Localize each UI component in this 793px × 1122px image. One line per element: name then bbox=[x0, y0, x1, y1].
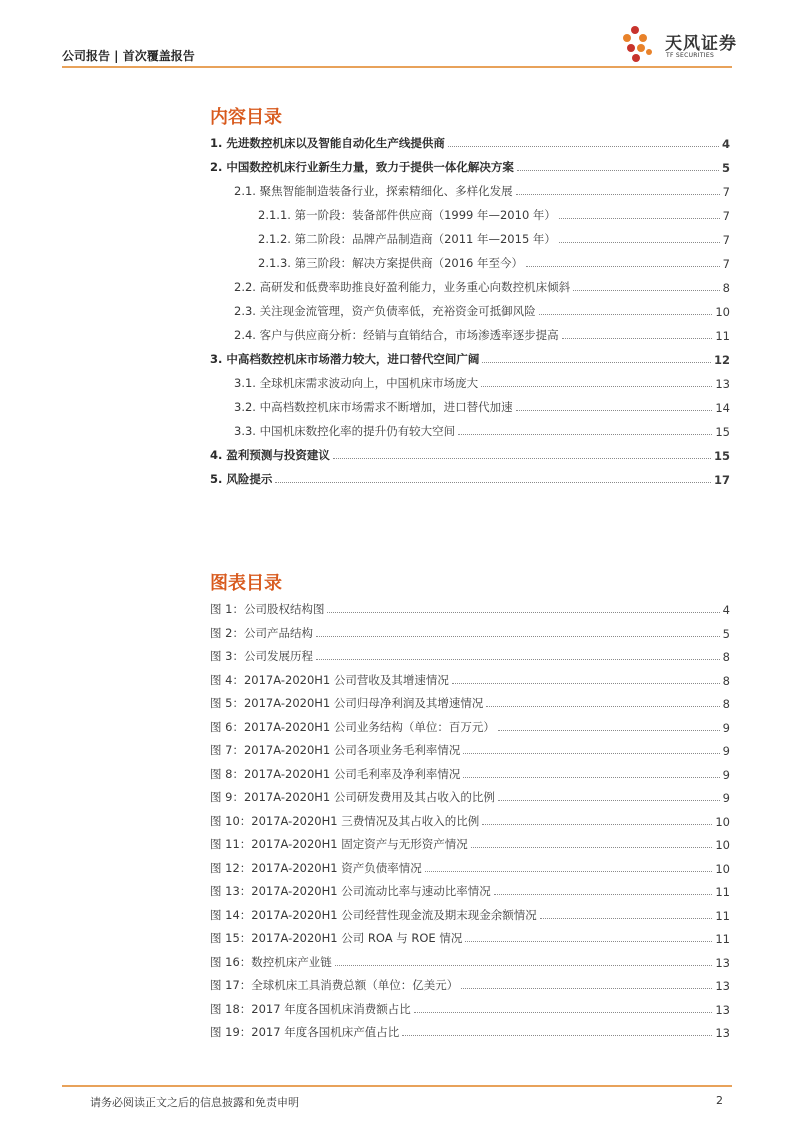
dot-leader bbox=[452, 682, 720, 684]
dot-leader bbox=[275, 481, 711, 483]
toc-entry[interactable] bbox=[210, 445, 730, 463]
figure-entry-page: 13 bbox=[715, 955, 730, 970]
dot-leader bbox=[516, 409, 713, 411]
figure-entry-page: 9 bbox=[722, 767, 730, 782]
figure-entry[interactable] bbox=[210, 1022, 730, 1040]
toc-entry-title: 2.1.2. 第二阶段：品牌产品制造商（2011 年—2015 年） bbox=[258, 232, 556, 246]
toc-entry-title: 2.2. 高研发和低费率助推良好盈利能力，业务重心向数控机床倾斜 bbox=[234, 280, 571, 294]
figure-entry-page: 13 bbox=[715, 1026, 730, 1040]
figure-entry-title: 图 5：2017A-2020H1 公司归母净利润及其增速情况 bbox=[210, 696, 484, 710]
toc-entry[interactable] bbox=[210, 133, 730, 151]
figure-entry-title: 图 10：2017A-2020H1 三费情况及其占收入的比例 bbox=[210, 813, 480, 828]
figure-entry-title: 图 9：2017A-2020H1 公司研发费用及其占收入的比例 bbox=[210, 790, 495, 804]
dot-leader bbox=[559, 241, 720, 243]
figure-entry-page: 11 bbox=[715, 932, 730, 946]
figure-entry[interactable] bbox=[210, 599, 730, 617]
dot-leader bbox=[539, 313, 713, 315]
toc-entry-title: 3. 中高档数控机床市场潜力较大，进口替代空间广阔 bbox=[210, 352, 480, 366]
toc-entry-page: 7 bbox=[722, 257, 730, 271]
figure-entry-title: 图 4：2017A-2020H1 公司营收及其增速情况 bbox=[210, 672, 449, 687]
toc-entry[interactable] bbox=[258, 205, 730, 223]
toc-entry[interactable] bbox=[234, 397, 730, 415]
dot-leader bbox=[482, 823, 712, 825]
toc-entry[interactable] bbox=[210, 157, 730, 175]
figure-entry-page: 9 bbox=[722, 791, 730, 805]
figure-entry-page: 13 bbox=[715, 979, 730, 993]
dot-leader bbox=[402, 1034, 712, 1036]
toc-entry-title: 5. 风险提示 bbox=[210, 472, 273, 486]
dot-leader bbox=[448, 145, 719, 147]
toc-entry[interactable] bbox=[234, 325, 730, 343]
toc-entry-title: 4. 盈利预测与投资建议 bbox=[210, 448, 330, 462]
toc-entry-title: 3.2. 中高档数控机床市场需求不断增加，进口替代加速 bbox=[234, 400, 513, 414]
dot-leader bbox=[327, 611, 719, 613]
figure-entry-page: 10 bbox=[715, 838, 730, 852]
dot-leader bbox=[463, 776, 719, 778]
figure-entry-title: 图 1：公司股权结构图 bbox=[210, 602, 325, 616]
toc-entry-title: 2.1. 聚焦智能制造装备行业，探索精细化、多样化发展 bbox=[234, 184, 513, 198]
figure-entry-page: 9 bbox=[722, 720, 730, 735]
dot-leader bbox=[463, 752, 719, 754]
figure-entry[interactable] bbox=[210, 717, 730, 735]
toc-entry-page: 13 bbox=[715, 377, 730, 391]
brand-name: 天风证券 bbox=[665, 34, 737, 54]
figure-entry-page: 11 bbox=[715, 885, 730, 899]
footer-rule bbox=[62, 1085, 732, 1087]
figure-entry-title: 图 19：2017 年度各国机床产值占比 bbox=[210, 1025, 400, 1039]
toc-entry-page: 12 bbox=[713, 353, 730, 367]
toc-entry[interactable] bbox=[258, 253, 730, 271]
figure-entry-title: 图 13：2017A-2020H1 公司流动比率与速动比率情况 bbox=[210, 884, 491, 898]
toc-entry-page: 15 bbox=[715, 425, 730, 439]
brand-name-en: TF SECURITIES bbox=[666, 52, 715, 59]
figure-entry[interactable] bbox=[210, 975, 730, 993]
figure-entry[interactable] bbox=[210, 787, 730, 805]
figure-entry-title: 图 16：数控机床产业链 bbox=[210, 954, 332, 969]
toc-entry-page: 11 bbox=[715, 329, 730, 343]
figure-entry-title: 图 18：2017 年度各国机床消费额占比 bbox=[210, 1001, 411, 1016]
figure-entry-title: 图 2：公司产品结构 bbox=[210, 625, 313, 640]
figure-entry-page: 5 bbox=[722, 626, 730, 641]
dot-leader bbox=[498, 729, 720, 731]
toc-entry-page: 17 bbox=[713, 473, 730, 487]
figure-entry[interactable] bbox=[210, 623, 730, 641]
figure-entry-title: 图 6：2017A-2020H1 公司业务结构（单位：百万元） bbox=[210, 719, 495, 734]
toc-entry[interactable] bbox=[258, 229, 730, 247]
figures-title: 图表目录 bbox=[210, 573, 282, 594]
toc-entry-title: 2. 中国数控机床行业新生力量，致力于提供一体化解决方案 bbox=[210, 160, 514, 174]
toc-entry-page: 5 bbox=[721, 161, 730, 175]
figure-entry[interactable] bbox=[210, 693, 730, 711]
figure-entry-title: 图 11：2017A-2020H1 固定资产与无形资产情况 bbox=[210, 837, 468, 851]
dot-leader bbox=[425, 870, 713, 872]
dot-leader bbox=[526, 265, 720, 267]
figure-entry-page: 4 bbox=[722, 603, 730, 617]
toc-entry[interactable] bbox=[234, 373, 730, 391]
figure-entry-page: 8 bbox=[722, 697, 730, 711]
toc-entry-title: 2.4. 客户与供应商分析：经销与直销结合，市场渗透率逐步提高 bbox=[234, 328, 559, 342]
toc-entry-page: 7 bbox=[722, 185, 730, 199]
toc-entry[interactable] bbox=[210, 469, 730, 487]
figure-entry-page: 9 bbox=[722, 744, 730, 758]
figure-entry-page: 10 bbox=[715, 814, 730, 829]
toc-entry-title: 3.1. 全球机床需求波动向上，中国机床市场庞大 bbox=[234, 376, 479, 390]
figure-entry[interactable] bbox=[210, 999, 730, 1017]
dot-leader bbox=[559, 217, 720, 219]
figure-entry[interactable] bbox=[210, 881, 730, 899]
figure-entry-page: 11 bbox=[715, 908, 730, 923]
dot-leader bbox=[562, 337, 713, 339]
figure-entry[interactable] bbox=[210, 928, 730, 946]
dot-leader bbox=[316, 658, 720, 660]
figure-entry[interactable] bbox=[210, 858, 730, 876]
dot-leader bbox=[335, 964, 713, 966]
dot-leader bbox=[316, 635, 720, 637]
toc-entry-page: 8 bbox=[722, 281, 730, 295]
dot-leader bbox=[482, 361, 711, 363]
figure-entry-page: 13 bbox=[715, 1002, 730, 1017]
dot-leader bbox=[414, 1011, 713, 1013]
toc-entry-page: 4 bbox=[721, 137, 730, 151]
figure-entry[interactable] bbox=[210, 834, 730, 852]
toc-entry-title: 3.3. 中国机床数控化率的提升仍有较大空间 bbox=[234, 424, 456, 438]
toc-entry-page: 7 bbox=[722, 233, 730, 247]
toc-entry[interactable] bbox=[234, 181, 730, 199]
toc-entry-title: 2.1.3. 第三阶段：解决方案提供商（2016 年至今） bbox=[258, 256, 523, 270]
figure-entry[interactable] bbox=[210, 670, 730, 688]
toc-entry-page: 14 bbox=[715, 401, 730, 415]
dot-leader bbox=[486, 705, 719, 707]
dot-leader bbox=[540, 917, 713, 919]
footer-disclaimer: 请务必阅读正文之后的信息披露和免责申明 bbox=[90, 1096, 299, 1109]
dot-leader bbox=[494, 893, 713, 895]
figure-entry[interactable] bbox=[210, 740, 730, 758]
figure-entry[interactable] bbox=[210, 764, 730, 782]
figure-entry-title: 图 15：2017A-2020H1 公司 ROA 与 ROE 情况 bbox=[210, 931, 463, 945]
toc-entry-page: 15 bbox=[713, 449, 730, 463]
toc-entry-page: 7 bbox=[722, 209, 730, 223]
figure-entry-title: 图 17：全球机床工具消费总额（单位：亿美元） bbox=[210, 978, 459, 992]
figure-entry[interactable] bbox=[210, 952, 730, 970]
toc-entry[interactable] bbox=[234, 277, 730, 295]
dot-leader bbox=[498, 799, 720, 801]
header-label: 公司报告 | 首次覆盖报告 bbox=[62, 49, 195, 63]
dot-leader bbox=[481, 385, 712, 387]
dot-leader bbox=[461, 987, 712, 989]
toc-entry-title: 1. 先进数控机床以及智能自动化生产线提供商 bbox=[210, 136, 445, 150]
figure-entry[interactable] bbox=[210, 905, 730, 923]
dot-leader bbox=[333, 457, 711, 459]
figure-entry[interactable] bbox=[210, 646, 730, 664]
toc-entry[interactable] bbox=[210, 349, 730, 367]
page-number: 2 bbox=[716, 1094, 723, 1107]
figure-entry-title: 图 12：2017A-2020H1 资产负债率情况 bbox=[210, 860, 422, 875]
header-rule bbox=[62, 66, 732, 68]
figure-entry-page: 8 bbox=[722, 650, 730, 664]
dot-leader bbox=[573, 289, 720, 291]
toc-entry-title: 2.1.1. 第一阶段：装备部件供应商（1999 年—2010 年） bbox=[258, 208, 556, 222]
toc-title: 内容目录 bbox=[210, 107, 282, 128]
toc-entry[interactable] bbox=[234, 301, 730, 319]
dot-leader bbox=[465, 940, 712, 942]
figure-entry-title: 图 14：2017A-2020H1 公司经营性现金流及期末现金余额情况 bbox=[210, 907, 537, 922]
toc-entry-page: 10 bbox=[715, 305, 730, 319]
figure-entry-title: 图 3：公司发展历程 bbox=[210, 649, 313, 663]
toc-entry-title: 2.3. 关注现金流管理，资产负债率低，充裕资金可抵御风险 bbox=[234, 304, 536, 318]
dot-leader bbox=[458, 433, 712, 435]
figure-entry-title: 图 8：2017A-2020H1 公司毛利率及净利率情况 bbox=[210, 766, 461, 781]
figure-entry-page: 10 bbox=[715, 861, 730, 876]
toc-entry[interactable] bbox=[234, 421, 730, 439]
dot-leader bbox=[516, 193, 720, 195]
figure-entry-title: 图 7：2017A-2020H1 公司各项业务毛利率情况 bbox=[210, 743, 461, 757]
figure-entry-page: 8 bbox=[722, 673, 730, 688]
figure-entry[interactable] bbox=[210, 811, 730, 829]
dot-leader bbox=[517, 169, 719, 171]
dot-leader bbox=[471, 846, 713, 848]
